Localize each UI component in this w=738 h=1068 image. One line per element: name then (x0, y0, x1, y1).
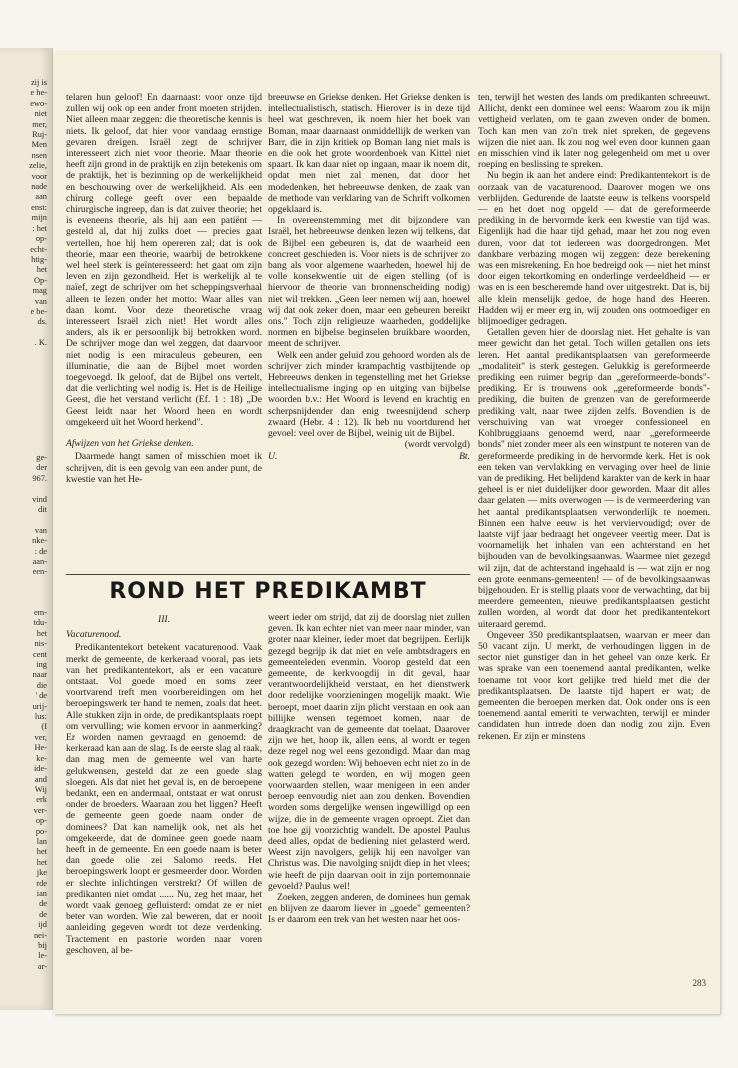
margin-fragment: ver- (33, 805, 47, 815)
margin-fragment: die (36, 680, 47, 690)
margin-fragment: zij is (30, 78, 47, 87)
paragraph: Nu begin ik aan het andere eind: Predikantentekort is de oorzaak van de vacaturenood. Daarover mogen we ons verblijden. Gedurende de laatste eeuw is telkens voorspeld — en het doet nog opgeld — dat de gereformeerde prediking in de hervormde kerk een kwestie van tijd was. Eigenlijk had die haar tijd gehad, maar het zou nog even duren, voor dat tot iedereen was doorgedrongen. Met dankbare verbazing mogen wij zeggen: deze berekening was een misrekening. En hoe bedreigd ook — niet het minst door eigen tekortkoming en onderlinge verdeeldheid — er was en is een bescheremde hand over uitgestrekt. Dat is, bij alle klein menselijk gedoe, de hoge hand des Heeren. Hadden wij er meer erg in, wij zouden ons ootmoediger en blijmoediger gedragen. (478, 170, 710, 328)
signature-left: U. (268, 450, 278, 462)
margin-fragment: and (34, 774, 47, 784)
margin-fragment: Wij (34, 784, 47, 794)
margin-fragment: nade (31, 182, 47, 192)
margin-fragment: jke (36, 868, 47, 878)
margin-fragment (2, 328, 50, 338)
margin-fragment: htig- (31, 254, 47, 264)
margin-fragment: aan- (32, 557, 47, 567)
margin-fragment: op- (35, 234, 47, 244)
signature-right: Bt. (459, 450, 470, 462)
margin-fragment: mag (32, 286, 47, 296)
continued-note: (wordt vervolgd) (404, 439, 470, 451)
paragraph: weert ieder om strijd, dat zij de doorslag niet zullen geven. Ik kan echter niet van meer naar minder, van groter naar kleiner, ieder moet dat begrijpen. Eerlijk gezegd begrijp ik dat niet en vele ambtsdragers en gemeenteleden evenmin. Voorop gesteld dat een gemeente, de kerkvoogdij in dit geval, haar verantwoordelijkheid verstaat, en het dienstwerk door redelijke voorzieningen mogelijk maakt. Wie beroept, moet daarin zijn plicht verstaan en ook aan billijke wensen tegemoet komen, naar de draagkracht van de gemeente dat toelaat. Daarover zijn we het, hoop ik, allen eens, al wordt er tegen deze regel nog wel eens gezondigd. Maar dan mag ook gezegd worden: Wij behoeven echt niet zo in de watten gelegd te worden, en wij mogen geen voorwaarden stellen, waar menigeen in een ander beroep eenvoudig niet aan zou denken. Bovendien worden soms dergelijke wensen ingewilligd op een wijze, die in de gemeente vragen oproept. Ziet dan toe hoe gij voorzichtig wandelt. De apostel Paulus deed alles, opdat de bediening niet gelasterd werd. Weest zijn navolgers, gelijk hij een navolger van Christus was. Die navolging snijdt diep in het vlees; wie heeft de pijn daarvan ooit in zijn portemonnaie gevoeld? Paulus wel! (268, 612, 470, 892)
margin-fragment: zelie, (29, 161, 47, 171)
margin-fragment: een- (32, 567, 47, 577)
paragraph: Welk een ander geluid zou gehoord worden als de schrijver zich minder krampachtig vastbijtende op Hebreeuws denken in tegenstelling met het Griekse intellectualisme inging op en uitging van bijbelse woorden b.v.: Het Woord is levend en krachtig en scherpsnijdender dan enig tweesnijdend scherp zwaard (Hebr. 4 : 12). Ik heb nu voortdurend het gevoel: veel over de Bijbel, weinig uit de Bijbel. (268, 349, 470, 440)
margin-fragment: e be- (30, 306, 47, 316)
margin-fragment: dit (38, 505, 47, 515)
margin-fragment: ver, (34, 732, 47, 742)
margin-fragment: He- (34, 743, 47, 753)
paragraph: Daarmede hangt samen of misschien moet ik schrijven, dit is een gevolg van een ander punt, de kwestie van het He- (66, 451, 262, 485)
margin-fragment: Op- (33, 275, 47, 285)
page-number: 283 (692, 978, 706, 988)
paragraph: Ongeveer 350 predikantsplaatsen, waarvan er meer dan 50 vacant zijn. U merkt, de verhoudingen liggen in de sector niet gunstiger dan in het geheel van onze kerk. Er was sprake van een toenemend aantal predikanten, welke toename tot voor kort gelijke tred hield met die der predikantsplaatsen. De laatste tijd hapert er wat; de gemeenten die beroepen merken dat. Ook onder ons is een toenemend aantal emeriti te verwachten, terwijl er minder candidaten hun intrede doen dan nodig zou zijn. Even rekenen. Er zijn er minstens (478, 629, 710, 742)
margin-fragment: ing (36, 660, 47, 670)
margin-fragment: ke- (36, 753, 47, 763)
margin-fragment: Men (31, 140, 47, 150)
margin-fragment: bij (38, 941, 47, 950)
facing-page-edge (0, 48, 53, 1010)
article-top-column-2 (268, 92, 470, 462)
margin-fragment: erk (36, 795, 47, 805)
margin-fragment: ds. (37, 317, 47, 327)
margin-fragment: van (34, 525, 47, 535)
margin-fragment: ' de (35, 691, 47, 701)
margin-fragment: ian (36, 888, 47, 898)
margin-fragment (2, 484, 50, 494)
margin-fragment: op- (35, 816, 47, 826)
margin-fragment: mer, (32, 119, 47, 129)
margin-fragment: naar (32, 670, 47, 680)
paragraph: breeuwse en Griekse denken. Het Griekse denken is intellectualistisch, statisch. Hierover is in deze tijd heel wat geschreven, ik noem hier het boek van Boman, maar daarnaast onmiddellijk de werken van Barr, die in zijn kritiek op Boman lang niet mals is en die ook het grote woordenboek van Kittel niet spaart. Ik kan daar niet op ingaan, maar ik noem dit, opdat men niet zal menen, dat door het modedenken, het hebreeuwse denken, de zaak van de methode van verklaring van de Schrift volkomen opgeklaard is. (268, 92, 470, 216)
margin-fragment: urij- (32, 701, 47, 711)
margin-fragment: ge- (36, 453, 47, 462)
margin-fragment: nei- (33, 930, 47, 940)
margin-fragment: het (36, 847, 47, 857)
margin-fragment: : het (32, 223, 47, 233)
article-bottom-column-1 (66, 612, 262, 956)
magazine-page (54, 52, 720, 1014)
margin-fragment: em- (33, 608, 47, 617)
margin-fragment: po- (35, 826, 47, 836)
margin-fragment: het (36, 628, 47, 638)
margin-fragment: het (36, 265, 47, 275)
margin-fragment: voor (31, 171, 47, 181)
margin-fragment: rde (36, 878, 47, 888)
margin-fragment: cent (33, 649, 47, 659)
margin-fragment: ijd (38, 920, 47, 930)
margin-fragment: ewo- (30, 98, 47, 108)
margin-fragment: het (36, 857, 47, 867)
margin-fragment: nke- (32, 536, 47, 546)
paragraph: Zoeken, zeggen anderen, de dominees hun gemak en blijven ze daarom liever in „goede" gemeenten? Is er daarom een trek van het westen naar het oos- (268, 892, 470, 926)
margin-fragments-middle (2, 453, 50, 578)
margin-fragment: ide- (33, 764, 47, 774)
margin-fragment: de (39, 899, 47, 909)
section-divider (66, 574, 470, 575)
part-number: III. (158, 614, 170, 625)
margin-fragment: tdu- (33, 618, 47, 628)
article-bottom-column-2 (268, 612, 470, 926)
margin-fragment: vind (32, 494, 47, 504)
margin-fragment: . K. (34, 338, 47, 348)
signature-line (268, 451, 470, 462)
margin-fragment: echt- (30, 244, 47, 254)
margin-fragment: e he- (30, 88, 47, 98)
paragraph: telaren hun geloof! En daarnaast: voor onze tijd zullen wij ook op een ander front moeten strijden. Niet alleen maar zeggen: die theoretische kennis is niets. Ik geloof, dat hier voor vandaag ernstige gevaren dreigen. Israël zegt de schrijver interesseert zich niet voor theorie. Maar theorie heeft zijn grond in de praktijk en zijn betekenis om de praktijk, het is bezinning op de werkelijkheid en beschouwing over de werkelijkheid. Als een chirurg college geeft over een bepaalde chirurgische ingreep, dan is dat zuiver theorie; het is eveneens theorie, als hij aan een patiënt — gesteld al, dat hij zulks doet — precies gaat vertellen, hoe hij hem opereren zal; dat is ook theorie, maar een theorie, waarbij de betrokkene wel heel sterk is geïnteresseerd: het gaat om zijn leven en zijn gezondheid. Het is werkelijk al te naïef, zegt de schrijver om het scheppingsverhaal alleen te lezen onder het motto: Waar alles van daan komt. Voor deze theoretische vraag interesseert Israël zich niet! Het wordt alles anders, als ik er persoonlijk bij betrokken word. De schrijver moge dan wel zeggen, dat daarvoor niet nodig is een miraculeus gebeuren, een illuminatie, die aan de Bijbel moet worden toegevoegd. Ik geloof, dat de Bijbel ons vertelt, dat die verlichting wel nodig is. Het is de Heilige Geest, die het verstand verlicht (Ef. 1 : 18) „De Geest leidt naar het Woord heen en wordt omgekeerd uit het Woord herkend". (66, 92, 262, 428)
margin-fragments-bottom (2, 608, 50, 972)
margin-fragment: de (39, 909, 47, 919)
margin-fragment: der (36, 463, 47, 473)
margin-fragment: nis- (34, 639, 47, 649)
paragraph: ten, terwijl het westen des lands om predikanten schreeuwt. Allicht, denkt een dominee wel eens: Waarom zou ik mijn vettigheid verlaten, om te gaan zweven onder de bomen. Toch kan men van zo'n trek niet spreken, de gegevens wijzen die niet aan. Ik zou nog wel even door kunnen gaan en misschien vind ik later nog gelegenheid om met u over roeping en beslissing te spreken. (478, 92, 710, 171)
section-subheading: Afwijzen van het Griekse denken. (66, 438, 194, 450)
margin-fragment: Ruj- (32, 130, 47, 140)
margin-fragments-top (2, 78, 50, 349)
right-column (478, 92, 710, 742)
margin-fragment: 967. (32, 473, 47, 483)
paragraph: In overeenstemming met dit bijzondere van Israël, het hebreeuwse denken lezen wij telkens, dat de Bijbel een gebeuren is, dat de waarheid een concreet geschieden is. Voor niets is de schrijver zo bang als voor algemene waarheden, hoewel hij de volle konsekwentie uit de eigen stelling (of is hiervoor de theorie van bronnenscheiding nodig) niet wil trekken. „Geen leer nemen wij aan, hoewel wij dat ook zeker doen, maar een gebeuren bereikt ons." Toch zijn religieuze waarheden, goddelijke normen en bijbelse beginselen bruikbare woorden, meent de schrijver. (268, 215, 470, 350)
paragraph: Getallen geven hier de doorslag niet. Het gehalte is van meer gewicht dan het getal. Toch willen getallen ons iets leren. Het aantal predikantsplaatsen van gereformeerde „modaliteit" is sterk gestegen. Gelukkig is gereformeerde prediking een ruimer begrip dan „gereformeerde-bonds"-prediking. Er is trouwens ook „gereformeerde bonds"-prediking, die buiten de grenzen van de gereformeerde prediking valt, naar twee zijden zelfs. Bovendien is de verschuiving van wat vroeger confessioneel en Kohlbruggiaans genoemd werd, naar „gereformeerde bonds" niet zonder meer als een winstpunt te noteren van de gereformeerde prediking in de hervormde kerk. Het is ook een teken van vervlakking en vervaging over heel de linie van de prediking. Het belijdend karakter van de kerk in haar geheel is er niet duidelijker door geworden. Maar dit alles daar gelaten — mits overwogen — is de vermeerdering van het aantal predikantsplaatsen verwonderlijk te noemen. Binnen een halve eeuw is het verviervoudigd; over de laatste vijf jaar bedraagt het ongeveer veertig meer. Dat is voornamelijk het inhalen van een achterstand en het bijhouden van de bevolkingsaanwas. Waarmee niet gezegd wil zijn, dat de achterstand ingehaald is — wat zijn er nog een grote eenmans-gemeenten! — of de bevolkingsaanwas bijgehouden. Er is stellig plaats voor de verwachting, dat bij meerdere gemeenten, nieuwe predikantsplaatsen gesticht zullen worden, al wordt dat door het predikantentekort uiteraard geremd. (478, 327, 710, 630)
margin-fragment: mijn (31, 213, 47, 223)
paragraph: Predikantentekort betekent vacaturenood. Vaak merkt de gemeente, de kerkeraad vooral, pas iets van het predikantentekort, als er een vacature ontstaat. Vol goede moed en soms zeer voortvarend treft men voorbereidingen om het beroepingswerk ter hand te nemen, zoals dat heet. Alle stukken zijn in orde, de predikantsplaats roept om vervulling; wie komen ervoor in aanmerking? Er worden namen gevraagd en genoemd: de kerkeraad kan aan de slag. Is de eerste slag al raak, dan mag men de gemeente wel van harte gelukwensen, gesteld dat ze een goede slag sloegen. Als dat niet het geval is, en de beroepene bedankt, een en andermaal, ontstaat er wat onrust onder de broeders. Waaraan zou het liggen? Heeft de gemeente geen goede naam onder de dominees? Dat kan namelijk ook, net als het omgekeerde, dat de dominee geen goede naam heeft in de gemeente. En een goede naam is beter dan goede olie zei Salomo reeds. Het beroepingswerk loopt er gesmeerder door. Worden er slechte inlichtingen verstrekt? Of willen de predikanten niet omdat ...... Nu, zeg het maar, het wordt vaak genoeg gefluisterd: omdat ze er niet beter van worden. Wie zal beweren, dat er nooit aanleiding gegeven wordt tot deze verdenking. Tractement en pastorie worden naar voren geschoven, al be- (66, 642, 262, 956)
margin-fragment: nsen (31, 150, 47, 160)
margin-fragment: enst: (31, 202, 47, 212)
margin-fragment: niet (34, 109, 47, 119)
article-heading: ROND HET PREDIKAMBT (109, 579, 427, 604)
section-subheading: Vacaturenood. (66, 629, 122, 641)
margin-fragment: le- (38, 951, 47, 961)
margin-fragment: ar- (37, 961, 47, 971)
margin-fragment (2, 515, 50, 525)
margin-fragment: aan (35, 192, 47, 202)
margin-fragment: van (34, 296, 47, 306)
margin-fragment: lan (36, 836, 47, 846)
article-top-column-1 (66, 92, 262, 485)
margin-fragment: : de (34, 546, 47, 556)
margin-fragment: lus: (34, 712, 47, 722)
margin-fragment: (I (41, 722, 47, 732)
